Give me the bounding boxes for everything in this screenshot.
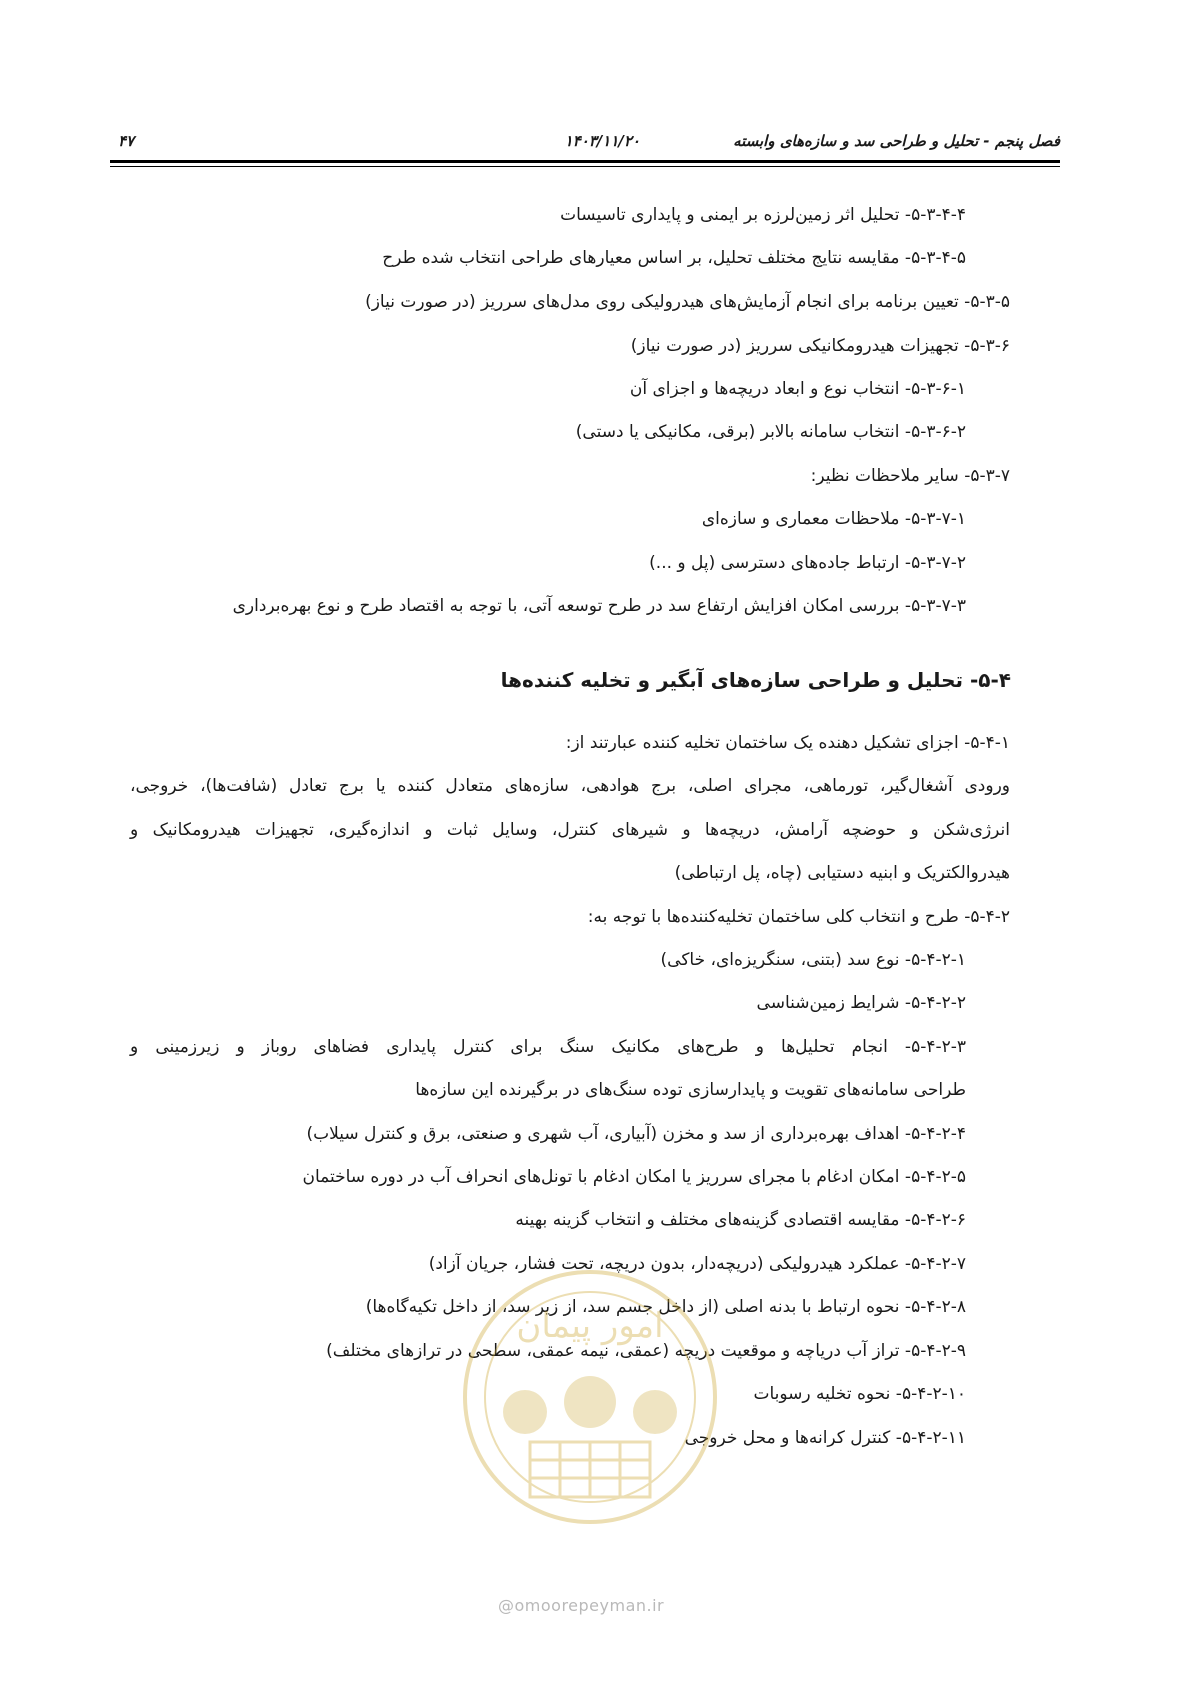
- list-item: ۵-۴-۱- اجزای تشکیل دهنده یک ساختمان تخلیه کننده عبارتند از:: [565, 733, 1010, 753]
- list-item: ۵-۳-۶-۱- انتخاب نوع و ابعاد دریچه‌ها و اجزای آن: [629, 379, 966, 399]
- list-item: ۵-۴-۲-۷- عملکرد هیدرولیکی (دریچه‌دار، بدون دریچه، تحت فشار، جریان آزاد): [428, 1254, 966, 1274]
- list-item: ۵-۳-۷-۳- بررسی امکان افزایش ارتفاع سد در طرح توسعه آتی، با توجه به اقتصاد طرح و نوع بهره‌برداری: [232, 596, 966, 616]
- list-item: ۵-۳-۷-۲- ارتباط جاده‌های دسترسی (پل و ...): [649, 553, 966, 573]
- page-number: ۴۷: [118, 132, 135, 150]
- list-item: ۵-۴-۲-۹- تراز آب دریاچه و موقعیت دریچه (عمقی، نیمه عمقی، سطحی در ترازهای مختلف): [326, 1341, 966, 1361]
- watermark-url: @omoorepeyman.ir: [498, 1596, 665, 1615]
- list-item: ۵-۴-۲-۸- نحوه ارتباط با بدنه اصلی (از داخل جسم سد، از زیر سد، از داخل تکیه‌گاه‌ها): [365, 1297, 966, 1317]
- list-item: ۵-۳-۷-۱- ملاحظات معماری و سازه‌ای: [701, 509, 966, 529]
- list-item: ۵-۴-۲-۵- امکان ادغام با مجرای سرریز یا امکان ادغام با تونل‌های انحراف آب در دوره ساختمان: [302, 1167, 966, 1187]
- watermark-seal-text: امور پیمان: [516, 1306, 664, 1346]
- section-heading: ۵-۴- تحلیل و طراحی سازه‌های آبگیر و تخلیه کننده‌ها: [500, 668, 1011, 692]
- list-item: ۵-۴-۲-۴- اهداف بهره‌برداری از سد و مخزن (آبیاری، آب شهری و صنعتی، برق و کنترل سیلاب): [306, 1124, 966, 1144]
- list-item: ۵-۳-۶- تجهیزات هیدرومکانیکی سرریز (در صورت نیاز): [630, 336, 1010, 356]
- list-item: ۵-۴-۲-۱۱- کنترل کرانه‌ها و محل خروجی: [684, 1428, 966, 1448]
- paragraph-line: ورودی آشغال‌گیر، تورماهی، مجرای اصلی، برج هوادهی، سازه‌های متعادل کننده یا برج تعادل (شافت‌ها)، خروجی،: [130, 776, 1010, 796]
- list-item: ۵-۴-۲-۱- نوع سد (بتنی، سنگریزه‌ای، خاکی): [660, 950, 966, 970]
- list-item: ۵-۳-۷- سایر ملاحظات نظیر:: [810, 466, 1010, 486]
- list-item: ۵-۴-۲-۶- مقایسه اقتصادی گزینه‌های مختلف و انتخاب گزینه بهینه: [515, 1210, 966, 1230]
- paragraph-line: انرژی‌شکن و حوضچه آرامش، دریچه‌ها و شیرهای کنترل، وسایل ثبات و اندازه‌گیری، تجهیزات هیدرومکانیک و: [130, 820, 1010, 840]
- watermark-seal-icon: [455, 1262, 725, 1532]
- list-item: ۵-۳-۵- تعیین برنامه برای انجام آزمایش‌های هیدرولیکی روی مدل‌های سرریز (در صورت نیاز): [365, 292, 1010, 312]
- list-item: ۵-۳-۴-۴- تحلیل اثر زمین‌لرزه بر ایمنی و پایداری تاسیسات: [560, 205, 966, 225]
- list-item-continuation: طراحی سامانه‌های تقویت و پایدارسازی توده سنگ‌های در برگیرنده این سازه‌ها: [415, 1080, 966, 1100]
- chapter-title: فصل پنجم - تحلیل و طراحی سد و سازه‌های وابسته: [733, 132, 1060, 150]
- paragraph-line: هیدروالکتریک و ابنیه دستیابی (چاه، پل ارتباطی): [674, 863, 1010, 883]
- list-item: ۵-۴-۲-۲- شرایط زمین‌شناسی: [756, 993, 966, 1013]
- list-item: ۵-۴-۲-۱۰- نحوه تخلیه رسوبات: [753, 1384, 966, 1404]
- list-item: ۵-۳-۴-۵- مقایسه نتایج مختلف تحلیل، بر اساس معیارهای طراحی انتخاب شده طرح: [382, 248, 966, 268]
- list-item: ۵-۴-۲-۳- انجام تحلیل‌ها و طرح‌های مکانیک سنگ برای کنترل پایداری فضاهای روباز و زیرزمینی و: [130, 1037, 966, 1057]
- list-item: ۵-۳-۶-۲- انتخاب سامانه بالابر (برقی، مکانیکی یا دستی): [575, 422, 966, 442]
- list-item: ۵-۴-۲- طرح و انتخاب کلی ساختمان تخلیه‌کننده‌ها با توجه به:: [587, 907, 1010, 927]
- header-date: ۱۴۰۳/۱۱/۲۰: [564, 132, 640, 150]
